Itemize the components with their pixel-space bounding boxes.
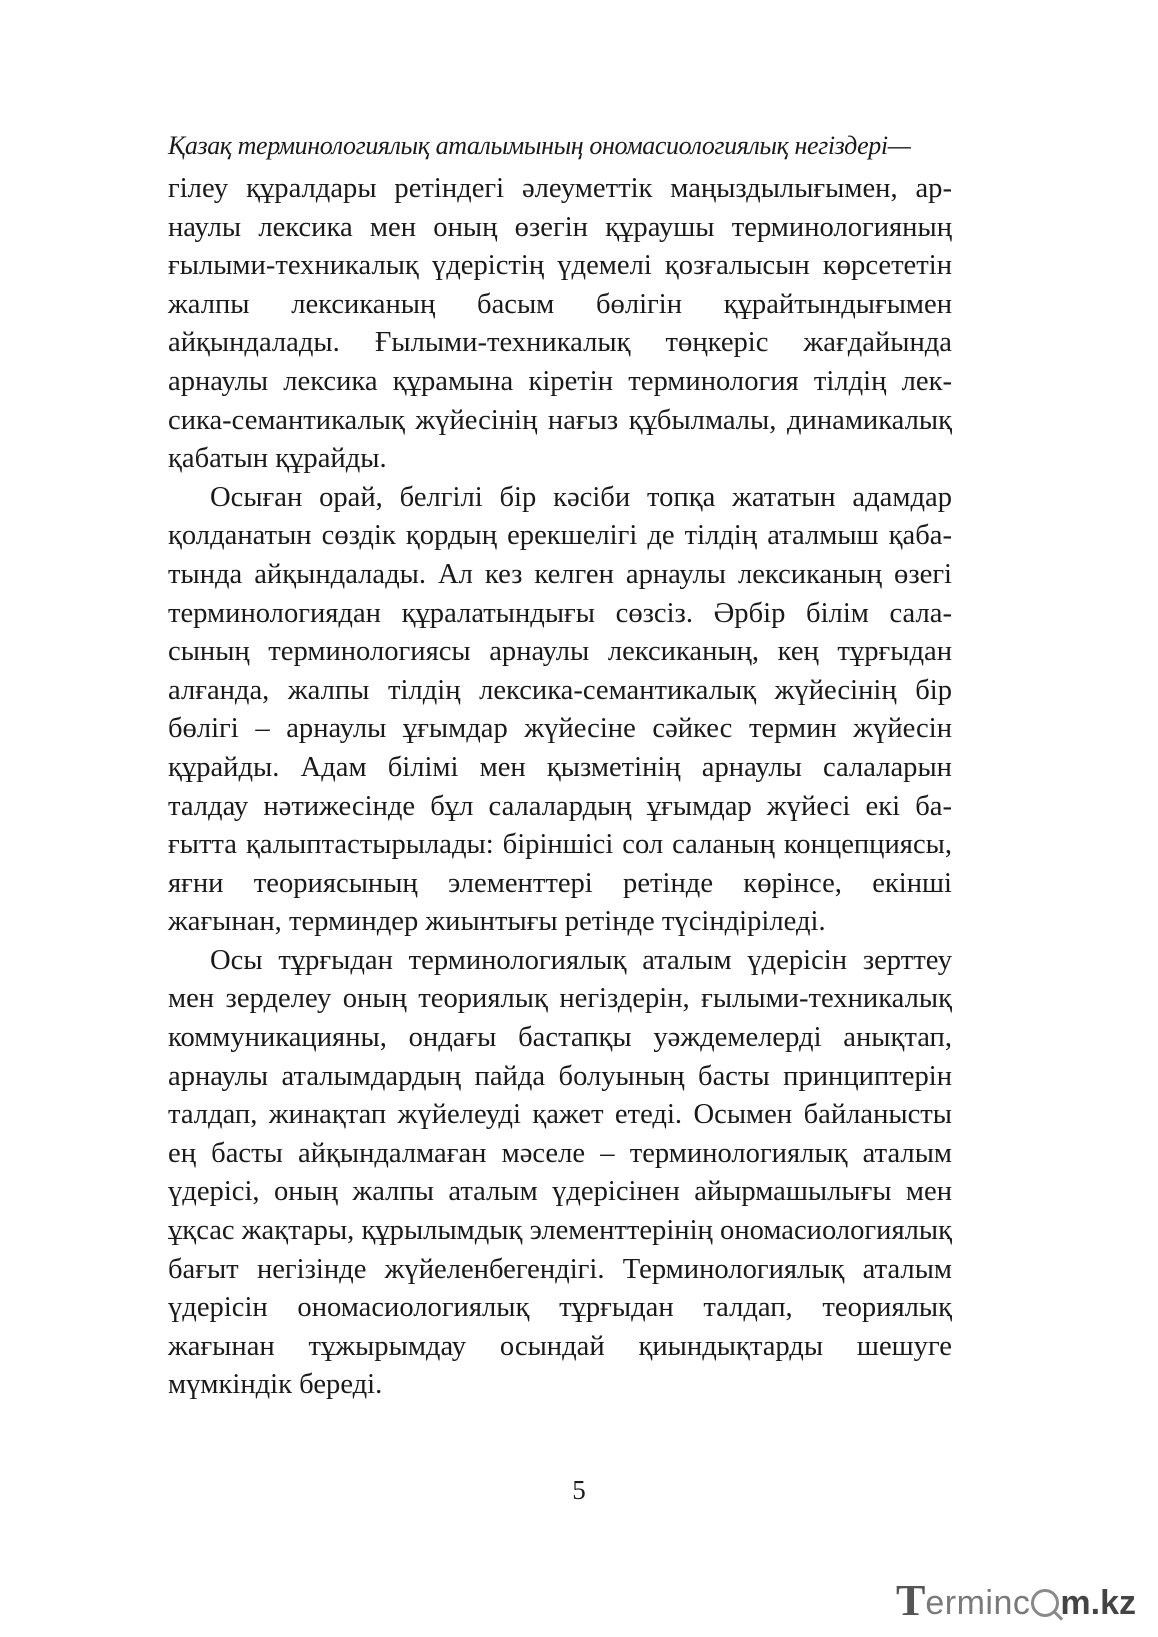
watermark-initial: T — [896, 1576, 926, 1625]
body-text — [168, 170, 952, 1405]
paragraph-1: гілеу құралдары ретіндегі әлеуметтік маңыздылығымен, арнаулы лексика мен оның өзегін құраушы терминологияның ғылыми-техникалық үдерістің үдемелі қозғалысын көрсететін жалпы лексиканың басым бөлігін құрайтындығымен айқындалады. Ғылыми-техникалық төңкеріс жағдайында арнаулы лексика құрамына кіретін терминология тілдің лексика-семантикалық жүйесінің нағыз құбылмалы, динамикалық қабатын құрайды. — [168, 173, 952, 475]
paragraph-2: Осыған орай, белгілі бір кәсіби топқа жататын адамдар қолданатын сөздік қордың ерекшелігі де тілдің аталмыш қабатында айқындалады. Ал кез келген арнаулы лексиканың өзегі терминологиядан құралатындығы сөзсіз. Әрбір білім саласының терминологиясы арнаулы лексиканың, кең тұрғыдан алғанда, жалпы тілдің лексика-семантикалық жүйесінің бір бөлігі – арнаулы ұғымдар жүйесіне сәйкес термин жүйесін құрайды. Адам білімі мен қызметінің арнаулы салаларын талдау нәтижесінде бұл салалардың ұғымдар жүйесі екі бағытта қалыптастырылады: біріншісі сол саланың концепциясы, яғни теориясының элементтері ретінде көрінсе, екінші жағынан, терминдер жиынтығы ретінде түсіндіріледі. — [168, 481, 952, 938]
page-number: 5 — [572, 1475, 586, 1505]
running-header — [168, 128, 958, 164]
running-header-title: Қазақ терминологиялық аталымының ономасиологиялық негіздері — [168, 131, 888, 160]
running-header-dash: — — [887, 131, 911, 160]
magnifier-icon — [1031, 1589, 1059, 1617]
watermark-text-part1: erminc — [925, 1584, 1031, 1622]
paragraph-3: Осы тұрғыдан терминологиялық аталым үдерісін зерттеу мен зерделеу оның теориялық негіздерін, ғылыми-техникалық коммуникацияны, ондағы бастапқы уәждемелерді анықтап, арнаулы аталымдардың пайда болуының басты принциптерін талдап, жинақтап жүйелеуді қажет етеді. Осымен байланысты ең басты айқындалмаған мәселе – терминологиялық аталым үдерісі, оның жалпы аталым үдерісінен айырмашылығы мен ұқсас жақтары, құрылымдық элементтерінің ономасиологиялық бағыт негізінде жүйеленбегендігі. Терминологиялық аталым үдерісін ономасиологиялық тұрғыдан талдап, теориялық жағынан тұжырымдау осындай қиындықтарды шешуге мүмкіндік береді. — [168, 944, 952, 1401]
watermark-text-part2: m.kz — [1060, 1584, 1136, 1622]
watermark-logo — [896, 1576, 1136, 1625]
